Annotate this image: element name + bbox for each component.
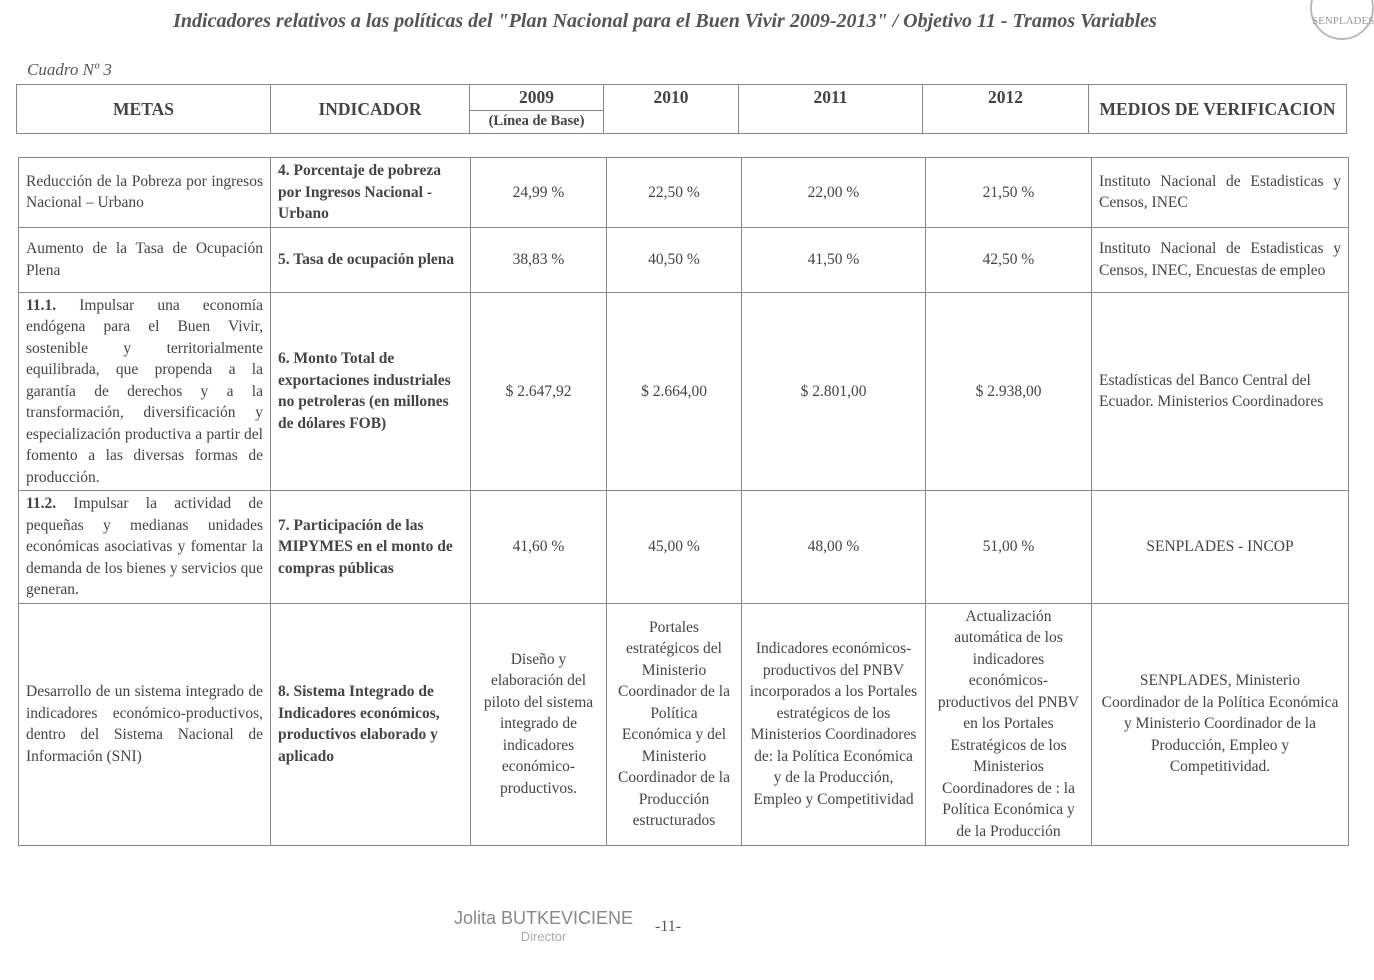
meta-cell: Reducción de la Pobreza por ingresos Nacional – Urbano bbox=[19, 158, 271, 228]
header-2012: 2012 bbox=[923, 85, 1089, 134]
header-indicador: INDICADOR bbox=[271, 85, 470, 134]
signature-block bbox=[454, 908, 633, 944]
header-table bbox=[16, 84, 1347, 134]
table-row bbox=[19, 603, 1349, 845]
value-2009: $ 2.647,92 bbox=[471, 292, 607, 491]
table-row bbox=[19, 158, 1349, 228]
value-2012: 51,00 % bbox=[926, 491, 1092, 604]
meta-cell: Aumento de la Tasa de Ocupación Plena bbox=[19, 227, 271, 292]
value-2009: Diseño y elaboración del piloto del sistema integrado de indicadores económico-productivos. bbox=[471, 603, 607, 845]
value-2010: $ 2.664,00 bbox=[607, 292, 742, 491]
value-2011: 22,00 % bbox=[742, 158, 926, 228]
value-2012: $ 2.938,00 bbox=[926, 292, 1092, 491]
table-label: Cuadro Nº 3 bbox=[27, 60, 112, 79]
meta-text: Impulsar una economía endógena para el Buen Vivir, sostenible y territorialmente equilibrada, que propenda a la garantía de derechos y a la transformación, diversificación y especialización productiva a partir del fomento a las diversas formas de producción. bbox=[26, 296, 263, 486]
header-2011: 2011 bbox=[739, 85, 923, 134]
page-number: -11- bbox=[655, 918, 682, 935]
header-medios: MEDIOS DE VERIFICACION bbox=[1089, 85, 1347, 134]
value-2010: 45,00 % bbox=[607, 491, 742, 604]
value-2009: 24,99 % bbox=[471, 158, 607, 228]
value-2012: 42,50 % bbox=[926, 227, 1092, 292]
table-row bbox=[19, 292, 1349, 491]
value-2012: Actualización automática de los indicadores económicos-productivos del PNBV en los Portales Estratégicos de los Ministerios Coordinadores de : la Política Económica y de la Producción bbox=[926, 603, 1092, 845]
value-2009: 41,60 % bbox=[471, 491, 607, 604]
page-title: Indicadores relativos a las políticas del "Plan Nacional para el Buen Vivir 2009-2013" / Objetivo 11 - Tramos Variables bbox=[173, 10, 1157, 32]
value-2012: 21,50 % bbox=[926, 158, 1092, 228]
meta-cell bbox=[19, 491, 271, 604]
header-metas: METAS bbox=[17, 85, 271, 134]
verification-cell: SENPLADES - INCOP bbox=[1092, 491, 1349, 604]
value-2010: 40,50 % bbox=[607, 227, 742, 292]
verification-cell: Instituto Nacional de Estadisticas y Censos, INEC bbox=[1092, 158, 1349, 228]
meta-number: 11.2. bbox=[26, 495, 57, 512]
meta-cell bbox=[19, 292, 271, 491]
value-2011: 48,00 % bbox=[742, 491, 926, 604]
meta-number: 11.1. bbox=[26, 296, 57, 314]
indicator-cell: 4. Porcentaje de pobreza por Ingresos Nacional - Urbano bbox=[271, 158, 471, 228]
signature-name: Jolita BUTKEVICIENE bbox=[454, 908, 634, 928]
header-2009: 2009 bbox=[470, 85, 604, 111]
verification-cell: Instituto Nacional de Estadisticas y Censos, INEC, Encuestas de empleo bbox=[1092, 227, 1349, 292]
table-row bbox=[19, 491, 1349, 604]
value-2011: 41,50 % bbox=[742, 227, 926, 292]
table-row bbox=[19, 227, 1349, 292]
data-table bbox=[18, 157, 1349, 846]
indicator-cell: 7. Participación de las MIPYMES en el monto de compras públicas bbox=[271, 491, 471, 604]
indicator-cell: 8. Sistema Integrado de Indicadores económicos, productivos elaborado y aplicado bbox=[271, 603, 471, 845]
value-2010: Portales estratégicos del Ministerio Coordinador de la Política Económica y del Ministerio Coordinador de la Producción estructurados bbox=[607, 603, 742, 845]
value-2011: Indicadores económicos-productivos del PNBV incorporados a los Portales estratégicos de los Ministerios Coordinadores de: la Política Económica y de la Producción, Empleo y Competitividad bbox=[742, 603, 926, 845]
meta-text: Impulsar la actividad de pequeñas y medianas unidades económicas asociativas y fomentar la demanda de los bienes y servicios que generan. bbox=[26, 495, 263, 598]
header-2010: 2010 bbox=[604, 85, 739, 134]
verification-cell: SENPLADES, Ministerio Coordinador de la Política Económica y Ministerio Coordinador de la Producción, Empleo y Competitividad. bbox=[1092, 603, 1349, 845]
value-2010: 22,50 % bbox=[607, 158, 742, 228]
indicator-cell: 5. Tasa de ocupación plena bbox=[271, 227, 471, 292]
header-2009-sub: (Línea de Base) bbox=[470, 110, 604, 133]
value-2009: 38,83 % bbox=[471, 227, 607, 292]
value-2011: $ 2.801,00 bbox=[742, 292, 926, 491]
meta-cell: Desarrollo de un sistema integrado de indicadores económico-productivos, dentro del Sistema Nacional de Información (SNI) bbox=[19, 603, 271, 845]
stamp-seal: SENPLADES bbox=[1310, 0, 1374, 40]
signature-role: Director bbox=[520, 929, 567, 944]
indicator-cell: 6. Monto Total de exportaciones industriales no petroleras (en millones de dólares FOB) bbox=[271, 292, 471, 491]
verification-cell: Estadísticas del Banco Central del Ecuador. Ministerios Coordinadores bbox=[1092, 292, 1349, 491]
